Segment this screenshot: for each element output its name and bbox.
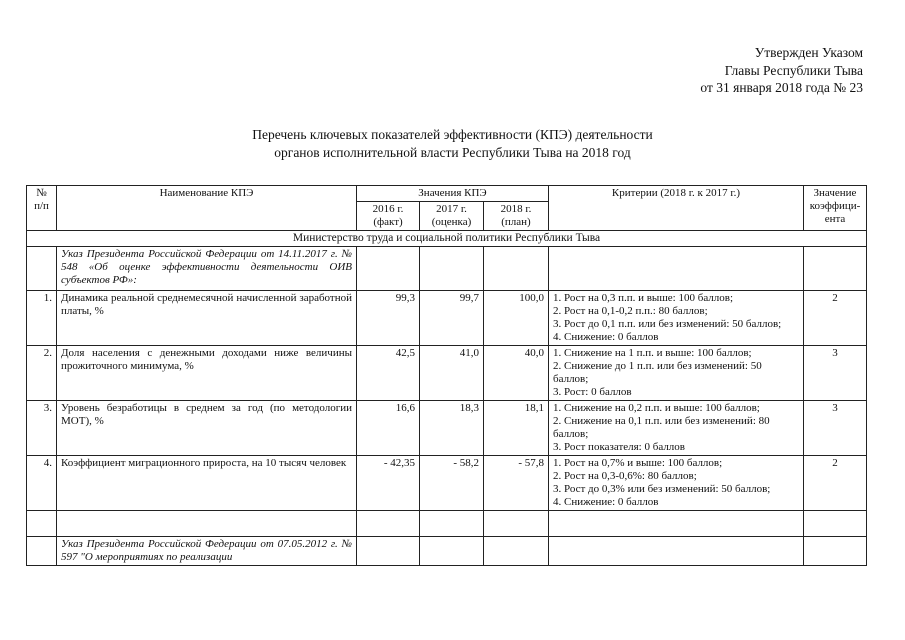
criteria-cell	[549, 456, 804, 511]
criteria-cell	[549, 291, 804, 346]
criteria-item: 3. Рост: 0 баллов	[553, 386, 632, 398]
coefficient: 2	[804, 456, 867, 511]
value-2016: 42,5	[357, 346, 420, 401]
title-line-1: Перечень ключевых показателей эффективности (КПЭ) деятельности	[252, 127, 653, 142]
criteria-item: 1. Снижение на 0,2 п.п. и выше: 100 баллов;	[553, 402, 760, 414]
row-num: 2.	[27, 346, 57, 401]
table-row	[27, 456, 867, 511]
kpi-name: Уровень безработицы в среднем за год (по методологии МОТ), %	[57, 401, 357, 456]
decree-text-1: Указ Президента Российской Федерации от 14.11.2017 г. № 548 «Об оценке эффективности деятельности ОИВ субъектов РФ»:	[57, 247, 357, 291]
document-title	[0, 126, 905, 161]
value-2017: 41,0	[420, 346, 484, 401]
row-num: 4.	[27, 456, 57, 511]
criteria-item: 1. Снижение на 1 п.п. и выше: 100 баллов;	[553, 347, 752, 359]
criteria-item: 3. Рост до 0,3% или без изменений: 50 баллов;	[553, 483, 771, 495]
criteria-item: 4. Снижение: 0 баллов	[553, 496, 659, 508]
value-2016: 16,6	[357, 401, 420, 456]
criteria-item: 4. Снижение: 0 баллов	[553, 331, 659, 343]
table-row	[27, 346, 867, 401]
section-row	[27, 231, 867, 247]
header-criteria: Критерии (2018 г. к 2017 г.)	[549, 186, 804, 231]
title-line-2: органов исполнительной власти Республики Тыва на 2018 год	[274, 144, 631, 160]
approval-line-2: Главы Республики Тыва	[724, 62, 863, 78]
value-2018: 18,1	[484, 401, 549, 456]
approval-line-3: от 31 января 2018 года № 23	[700, 80, 863, 95]
header-row	[27, 186, 867, 202]
approval-block	[700, 44, 863, 97]
criteria-item: 3. Рост показателя: 0 баллов	[553, 441, 685, 453]
criteria-cell	[549, 401, 804, 456]
value-2017: 99,7	[420, 291, 484, 346]
coefficient: 3	[804, 346, 867, 401]
header-2017: 2017 г. (оценка)	[420, 202, 484, 231]
decree-row	[27, 247, 867, 291]
table-row	[27, 401, 867, 456]
value-2018: 40,0	[484, 346, 549, 401]
criteria-item: 2. Рост на 0,1-0,2 п.п.: 80 баллов;	[553, 305, 708, 317]
kpi-name: Динамика реальной среднемесячной начисленной заработной платы, %	[57, 291, 357, 346]
kpi-name: Коэффициент миграционного прироста, на 10 тысяч человек	[57, 456, 357, 511]
value-2016: - 42,35	[357, 456, 420, 511]
decree-text-2: Указ Президента Российской Федерации от 07.05.2012 г. № 597 "О мероприятиях по реализации	[57, 537, 357, 566]
value-2018: - 57,8	[484, 456, 549, 511]
coefficient: 3	[804, 401, 867, 456]
kpi-table	[26, 185, 867, 566]
criteria-item: 2. Снижение до 1 п.п. или без изменений: 50 баллов;	[553, 360, 762, 385]
coefficient: 2	[804, 291, 867, 346]
criteria-item: 1. Рост на 0,7% и выше: 100 баллов;	[553, 457, 723, 469]
criteria-item: 2. Рост на 0,3-0,6%: 80 баллов;	[553, 470, 697, 482]
value-2016: 99,3	[357, 291, 420, 346]
kpi-name: Доля населения с денежными доходами ниже величины прожиточного минимума, %	[57, 346, 357, 401]
table-row	[27, 291, 867, 346]
header-coef: Значение коэффици-ента	[804, 186, 867, 231]
value-2018: 100,0	[484, 291, 549, 346]
value-2017: - 58,2	[420, 456, 484, 511]
header-num: № п/п	[27, 186, 57, 231]
value-2017: 18,3	[420, 401, 484, 456]
header-2016: 2016 г. (факт)	[357, 202, 420, 231]
decree-row	[27, 537, 867, 566]
header-values: Значения КПЭ	[357, 186, 549, 202]
section-title: Министерство труда и социальной политики Республики Тыва	[27, 231, 867, 247]
criteria-item: 3. Рост до 0,1 п.п. или без изменений: 50 баллов;	[553, 318, 782, 330]
header-name: Наименование КПЭ	[57, 186, 357, 231]
row-num: 3.	[27, 401, 57, 456]
criteria-item: 2. Снижение на 0,1 п.п. или без изменений: 80 баллов;	[553, 415, 770, 440]
row-num: 1.	[27, 291, 57, 346]
spacer-row	[27, 511, 867, 537]
criteria-cell	[549, 346, 804, 401]
approval-line-1: Утвержден Указом	[754, 45, 863, 60]
criteria-item: 1. Рост на 0,3 п.п. и выше: 100 баллов;	[553, 292, 734, 304]
header-2018: 2018 г. (план)	[484, 202, 549, 231]
